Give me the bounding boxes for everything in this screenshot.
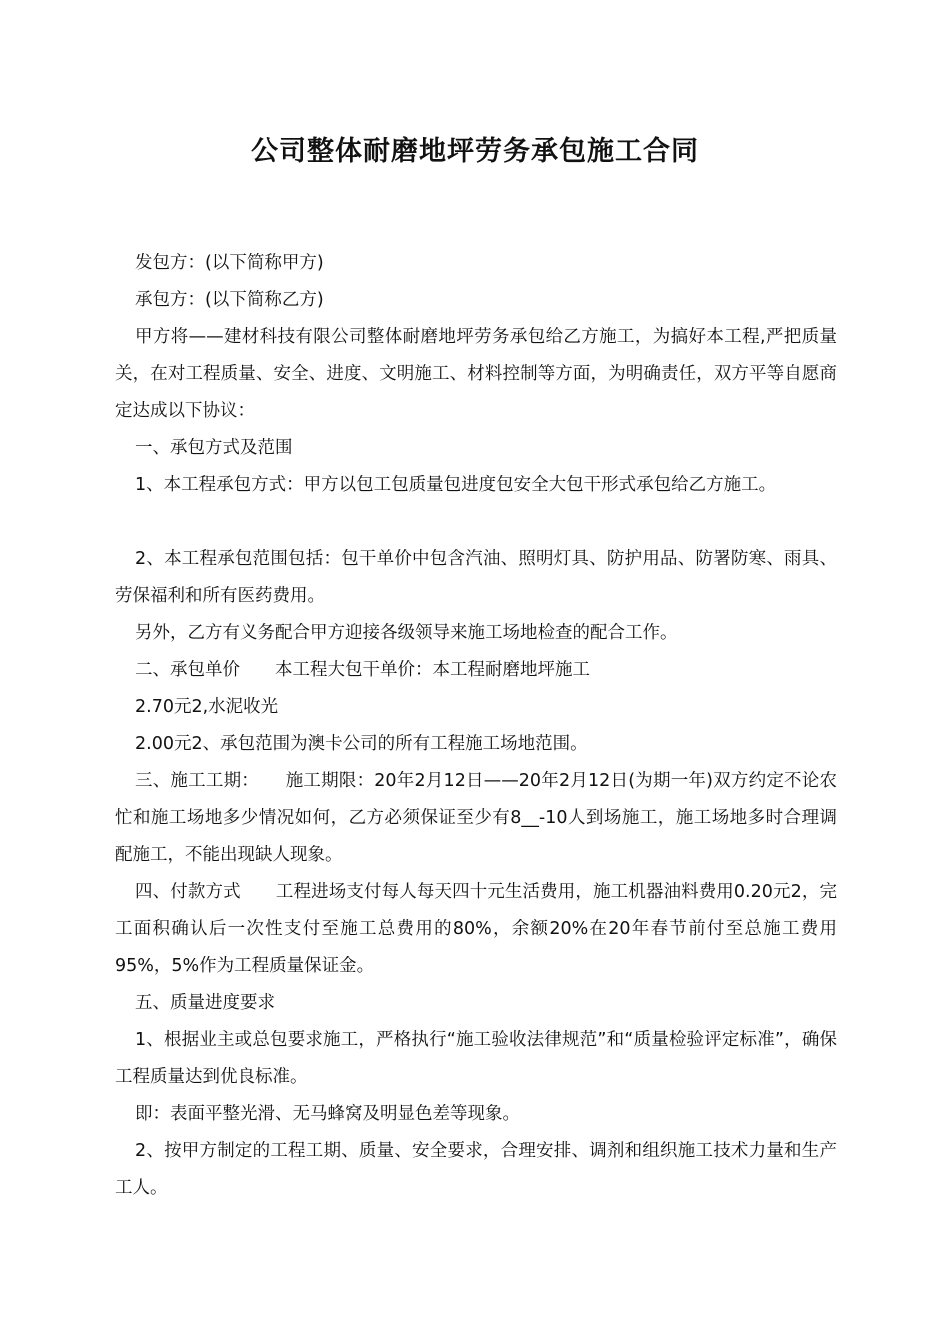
paragraph-price-1: 2.70元2,水泥收光 bbox=[135, 697, 279, 717]
paragraph-price-2: 2.00元2、承包范围为澳卡公司的所有工程施工场地范围。 bbox=[135, 734, 588, 754]
paragraph-clause-5-2: 2、按甲方制定的工程工期、质量、安全要求，合理安排、调剂和组织施工技术力量和生产工人。 bbox=[115, 1141, 837, 1198]
document-title: 公司整体耐磨地坪劳务承包施工合同 bbox=[251, 136, 699, 167]
section-heading-3: 三、施工工期： 施工期限：20年2月12日——20年2月12日(为期一年)双方约定不论农忙和施工场地多少情况如何，乙方必须保证至少有8__-10人到场施工，施工场地多时合理调配施工，不能出现缺人现象。 bbox=[115, 771, 837, 865]
section-heading-2: 二、承包单价 本工程大包干单价：本工程耐磨地坪施工 bbox=[135, 660, 590, 680]
paragraph-intro: 甲方将——建材科技有限公司整体耐磨地坪劳务承包给乙方施工，为搞好本工程,严把质量关，在对工程质量、安全、进度、文明施工、材料控制等方面，为明确责任，双方平等自愿商定达成以下协议： bbox=[115, 327, 837, 421]
paragraph-clause-1-1: 1、本工程承包方式：甲方以包工包质量包进度包安全大包干形式承包给乙方施工。 bbox=[135, 475, 777, 495]
paragraph-contractor: 承包方：(以下简称乙方) bbox=[135, 290, 324, 310]
section-heading-4: 四、付款方式 工程进场支付每人每天四十元生活费用，施工机器油料费用0.20元2，完工面积确认后一次性支付至施工总费用的80%，余额20%在20年春节前付至总施工费用95%，5%作为工程质量保证金。 bbox=[115, 882, 837, 976]
paragraph-clause-5-1: 1、根据业主或总包要求施工，严格执行“施工验收法律规范”和“质量检验评定标准”，确保工程质量达到优良标准。 bbox=[115, 1030, 837, 1087]
paragraph-clause-1-2: 2、本工程承包范围包括：包干单价中包含汽油、照明灯具、防护用品、防署防寒、雨具、劳保福利和所有医药费用。 bbox=[115, 549, 837, 606]
paragraph-issuer: 发包方：(以下简称甲方) bbox=[135, 253, 324, 273]
section-heading-5: 五、质量进度要求 bbox=[135, 993, 275, 1013]
section-heading-1: 一、承包方式及范围 bbox=[135, 438, 293, 458]
paragraph-clause-5-1-detail: 即：表面平整光滑、无马蜂窝及明显色差等现象。 bbox=[135, 1104, 520, 1124]
document-body bbox=[115, 245, 837, 1207]
paragraph-clause-1-3: 另外，乙方有义务配合甲方迎接各级领导来施工场地检查的配合工作。 bbox=[135, 623, 678, 643]
